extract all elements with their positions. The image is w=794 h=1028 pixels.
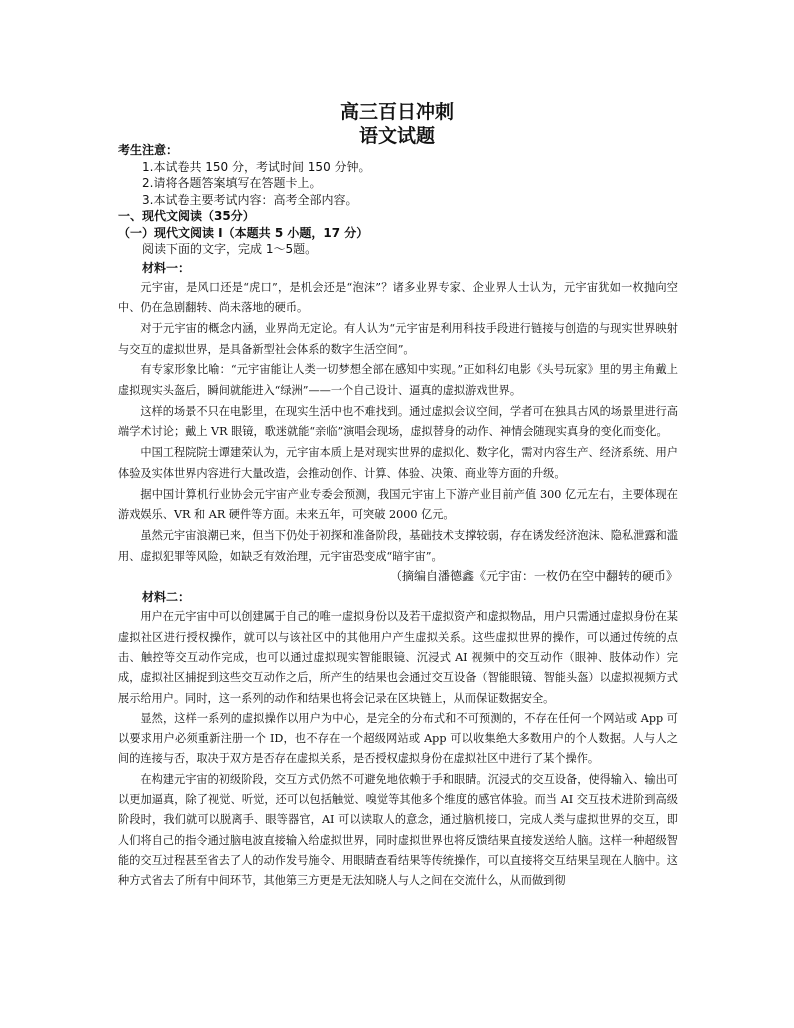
material1-paragraph: 这样的场景不只在电影里，在现实生活中也不难找到。通过虚拟会议空间，学者可在独具古风的场景里进行高端学术讨论；戴上 VR 眼镜，歌迷就能“亲临”演唱会现场，虚拟替身的动作、神情会随现实真身的变化而变化。 [118, 404, 678, 439]
exam-content [118, 142, 678, 892]
material1-paragraph: 元宇宙，是风口还是“虎口”，是机会还是“泡沫”？诸多业界专家、企业界人士认为，元宇宙犹如一枚抛向空中、仍在急剧翻转、尚未落地的硬币。 [118, 280, 678, 315]
material1-paragraph: 对于元宇宙的概念内涵，业界尚无定论。有人认为“元宇宙是利用科技手段进行链接与创造的与现实世界映射与交互的虚拟世界，是具备新型社会体系的数字生活空间”。 [118, 321, 678, 356]
material2-paragraph: 在构建元宇宙的初级阶段，交互方式仍然不可避免地依赖于手和眼睛。沉浸式的交互设备，使得输入、输出可以更加逼真，除了视觉、听觉，还可以包括触觉、嗅觉等其他多个维度的感官体验。而当 AI 交互技术进阶到高级阶段时，我们就可以脱离手、眼等器官，AI 可以读取人的意念，通过脑机接口，完成人类与虚拟世界的交互，即人们将自己的指令通过脑电波直接输入给虚拟世界，同时虚拟世界也将反馈结果直接发送给人脑。这样一种超级智能的交互过程甚至省去了人的动作发号施令、用眼睛查看结果等传统操作，可以直接将交互结果呈现在人脑中。这种方式省去了所有中间环节，其他第三方更是无法知晓人与人之间在交流什么，从而做到彻 [118, 772, 678, 888]
subsection-heading: （一）现代文阅读 I（本题共 5 小题，17 分） [118, 225, 369, 240]
material1-source: （摘编自潘德鑫《元宇宙：一枚仍在空中翻转的硬币》 [389, 569, 678, 584]
title-block [0, 100, 794, 148]
exam-subtitle: 语文试题 [358, 125, 435, 147]
section-heading: 一、现代文阅读（35分） [118, 209, 255, 223]
notes-item: 3.本试卷主要考试内容：高考全部内容。 [142, 192, 358, 207]
notes-item: 1.本试卷共 150 分，考试时间 150 分钟。 [142, 159, 371, 174]
material1-paragraph: 虽然元宇宙浪潮已来，但当下仍处于初探和准备阶段，基础技术支撑较弱，存在诱发经济泡沫、隐私泄露和滥用、虚拟犯罪等风险，如缺乏有效治理，元宇宙恐变成“暗宇宙”。 [118, 528, 678, 563]
notes-item: 2.请将各题答案填写在答题卡上。 [142, 176, 322, 190]
material2-paragraph: 用户在元宇宙中可以创建属于自己的唯一虚拟身份以及若干虚拟资产和虚拟物品，用户只需通过虚拟身份在某虚拟社区进行授权操作，就可以与该社区中的其他用户产生虚拟关系。这些虚拟世界的操作，可以通过传统的点击、触控等交互动作完成，也可以通过虚拟现实智能眼镜、沉浸式 AI 视频中的交互动作（眼神、肢体动作）完成，虚拟社区捕捉到这些交互动作之后，所产生的结果也会通过交互设备（智能眼镜、智能头盔）以虚拟视频方式展示给用户。同时，这一系列的动作和结果也将会记录在区块链上，从而保证数据安全。 [118, 610, 678, 705]
material1-label: 材料一： [142, 260, 191, 275]
material1-paragraph: 据中国计算机行业协会元宇宙产业专委会预测，我国元宇宙上下游产业目前产值 300 亿元左右，主要体现在游戏娱乐、VR 和 AR 硬件等方面。未来五年，可突破 2000 亿元。 [118, 487, 678, 522]
material1-paragraph: 中国工程院院士谭建荣认为，元宇宙本质上是对现实世界的虚拟化、数字化，需对内容生产、经济系统、用户体验及实体世界内容进行大量改造，会推动创作、计算、体验、决策、商业等方面的升级。 [118, 446, 678, 480]
material1-paragraph: 有专家形象比喻：“元宇宙能让人类一切梦想全部在感知中实现。”正如科幻电影《头号玩家》里的男主角戴上虚拟现实头盔后，瞬间就能进入“绿洲”——一个自己设计、逼真的虚拟游戏世界。 [118, 363, 678, 398]
material2-paragraph: 显然，这样一系列的虚拟操作以用户为中心，是完全的分布式和不可预测的，不存在任何一个网站或 App 可以要求用户必须重新注册一个 ID，也不存在一个超级网站或 App 可以收集绝大多数用户的个人数据。人与人之间的连接与否，取决于双方是否存在虚拟关系，是否授权虚拟身份在虚拟社区中进行了某个操作。 [118, 711, 678, 766]
reading-instruction: 阅读下面的文字，完成 1～5题。 [142, 242, 318, 256]
notes-heading: 考生注意： [118, 143, 179, 157]
exam-title: 高三百日冲刺 [339, 101, 454, 123]
material2-label: 材料二： [142, 590, 191, 605]
